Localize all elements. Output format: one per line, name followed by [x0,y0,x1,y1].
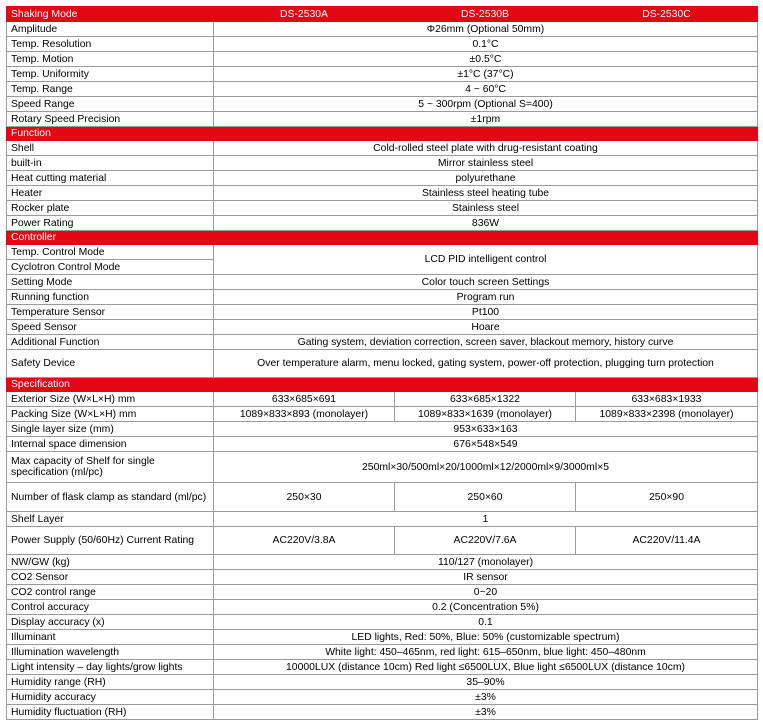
row-label: CO2 control range [7,585,214,600]
model-c-value: AC220V/11.4A [576,527,758,555]
row-value: Mirror stainless steel [214,156,758,171]
model-b-value: 250×60 [395,483,576,512]
row-label: Humidity accuracy [7,690,214,705]
row-label: Humidity range (RH) [7,675,214,690]
row-value: 0.1°C [214,37,758,52]
row-label: Amplitude [7,22,214,37]
spec-row [7,275,758,290]
row-label: Rocker plate [7,201,214,216]
row-value: 0.2 (Concentration 5%) [214,600,758,615]
row-label: Number of flask clamp as standard (ml/pc) [7,483,214,512]
spec-row [7,22,758,37]
row-value: 110/127 (monolayer) [214,555,758,570]
row-label: Max capacity of Shelf for single specification (ml/pc) [7,452,214,483]
row-value: Φ26mm (Optional 50mm) [214,22,758,37]
row-label: Display accuracy (x) [7,615,214,630]
header-title: Shaking Mode [7,7,214,22]
spec-row [7,52,758,67]
row-label: Power Rating [7,216,214,231]
model-a-value: 1089×833×893 (monolayer) [214,407,395,422]
row-value: ±1rpm [214,112,758,127]
model-b-value: 633×685×1322 [395,392,576,407]
model-b-value: 1089×833×1639 (monolayer) [395,407,576,422]
row-value: Cold-rolled steel plate with drug-resistant coating [214,141,758,156]
row-label: Illuminant [7,630,214,645]
row-label: Shelf Layer [7,512,214,527]
row-label: Temperature Sensor [7,305,214,320]
row-value: Hoare [214,320,758,335]
row-label: Exterior Size (W×L×H) mm [7,392,214,407]
row-label: Internal space dimension [7,437,214,452]
spec-table [6,6,758,720]
row-label: built-in [7,156,214,171]
row-value: Over temperature alarm, menu locked, gating system, power-off protection, plugging turn protection [214,350,758,378]
row-label: Temp. Range [7,82,214,97]
spec-row [7,156,758,171]
model-a-value: 250×30 [214,483,395,512]
header-row [7,7,758,22]
spec-row [7,97,758,112]
model-a-heading: DS-2530A [214,7,395,22]
row-value: 35–90% [214,675,758,690]
row-value: ±0.5°C [214,52,758,67]
row-value: 5 ~ 300rpm (Optional S=400) [214,97,758,112]
spec-row [7,660,758,675]
spec-row [7,141,758,156]
row-label: Power Supply (50/60Hz) Current Rating [7,527,214,555]
row-value: ±3% [214,705,758,720]
row-value: Program run [214,290,758,305]
spec-row [7,67,758,82]
row-label: Speed Range [7,97,214,112]
model-b-heading: DS-2530B [395,7,576,22]
row-value: 1 [214,512,758,527]
row-value: Color touch screen Settings [214,275,758,290]
row-label: Running function [7,290,214,305]
spec-row [7,555,758,570]
row-label: Light intensity – day lights/grow lights [7,660,214,675]
row-label: CO2 Sensor [7,570,214,585]
row-value: Pt100 [214,305,758,320]
row-label: NW/GW (kg) [7,555,214,570]
section-header-specification [7,378,758,392]
row-value: 0.1 [214,615,758,630]
row-label: Temp. Uniformity [7,67,214,82]
row-label: Shell [7,141,214,156]
spec-row [7,82,758,97]
row-label: Control accuracy [7,600,214,615]
model-a-value: 633×685×691 [214,392,395,407]
spec-row [7,305,758,320]
spec-row [7,216,758,231]
control-mode-value: LCD PID intelligent control [214,245,758,275]
row-value: 250ml×30/500ml×20/1000ml×12/2000ml×9/3000ml×5 [214,452,758,483]
row-value: 953×633×163 [214,422,758,437]
row-label: Temp. Motion [7,52,214,67]
spec-row [7,392,758,407]
model-c-heading: DS-2530C [576,7,758,22]
row-label: Temp. Control Mode [7,245,214,260]
row-value: Stainless steel heating tube [214,186,758,201]
row-label: Humidity fluctuation (RH) [7,705,214,720]
spec-row [7,245,758,260]
spec-row [7,37,758,52]
row-label: Packing Size (W×L×H) mm [7,407,214,422]
row-label: Cyclotron Control Mode [7,260,214,275]
row-value: 10000LUX (distance 10cm) Red light ≤6500LUX, Blue light ≤6500LUX (distance 10cm) [214,660,758,675]
row-value: 0~20 [214,585,758,600]
row-value: 836W [214,216,758,231]
spec-row [7,690,758,705]
spec-row [7,320,758,335]
spec-row [7,645,758,660]
row-label: Heater [7,186,214,201]
section-header-controller [7,231,758,245]
row-value: 676×548×549 [214,437,758,452]
row-label: Illumination wavelength [7,645,214,660]
spec-row [7,570,758,585]
row-label: Heat cutting material [7,171,214,186]
row-label: Rotary Speed Precision [7,112,214,127]
spec-row [7,407,758,422]
row-label: Safety Device [7,350,214,378]
spec-row [7,350,758,378]
spec-row [7,452,758,483]
section-title: Function [7,127,758,141]
row-value: ±1°C (37°C) [214,67,758,82]
row-label: Single layer size (mm) [7,422,214,437]
spec-row [7,290,758,305]
spec-row [7,705,758,720]
spec-row [7,675,758,690]
spec-row [7,615,758,630]
section-title: Controller [7,231,758,245]
row-label: Temp. Resolution [7,37,214,52]
spec-row [7,335,758,350]
model-c-value: 1089×833×2398 (monolayer) [576,407,758,422]
row-value: Stainless steel [214,201,758,216]
row-value: LED lights, Red: 50%, Blue: 50% (customizable spectrum) [214,630,758,645]
model-c-value: 633×683×1933 [576,392,758,407]
model-c-value: 250×90 [576,483,758,512]
spec-row [7,112,758,127]
row-label: Setting Mode [7,275,214,290]
spec-row [7,512,758,527]
spec-row [7,422,758,437]
row-value: 4 ~ 60°C [214,82,758,97]
row-label: Speed Sensor [7,320,214,335]
section-title: Specification [7,378,758,392]
spec-row [7,171,758,186]
spec-row [7,201,758,216]
row-label: Additional Function [7,335,214,350]
spec-row [7,600,758,615]
spec-row [7,630,758,645]
spec-row [7,437,758,452]
row-value: IR sensor [214,570,758,585]
spec-row [7,527,758,555]
spec-row [7,186,758,201]
model-a-value: AC220V/3.8A [214,527,395,555]
row-value: Gating system, deviation correction, screen saver, blackout memory, history curve [214,335,758,350]
row-value: ±3% [214,690,758,705]
model-b-value: AC220V/7.6A [395,527,576,555]
spec-row [7,483,758,512]
row-value: polyurethane [214,171,758,186]
section-header-function [7,127,758,141]
row-value: White light: 450–465nm, red light: 615–650nm, blue light: 450–480nm [214,645,758,660]
spec-row [7,585,758,600]
